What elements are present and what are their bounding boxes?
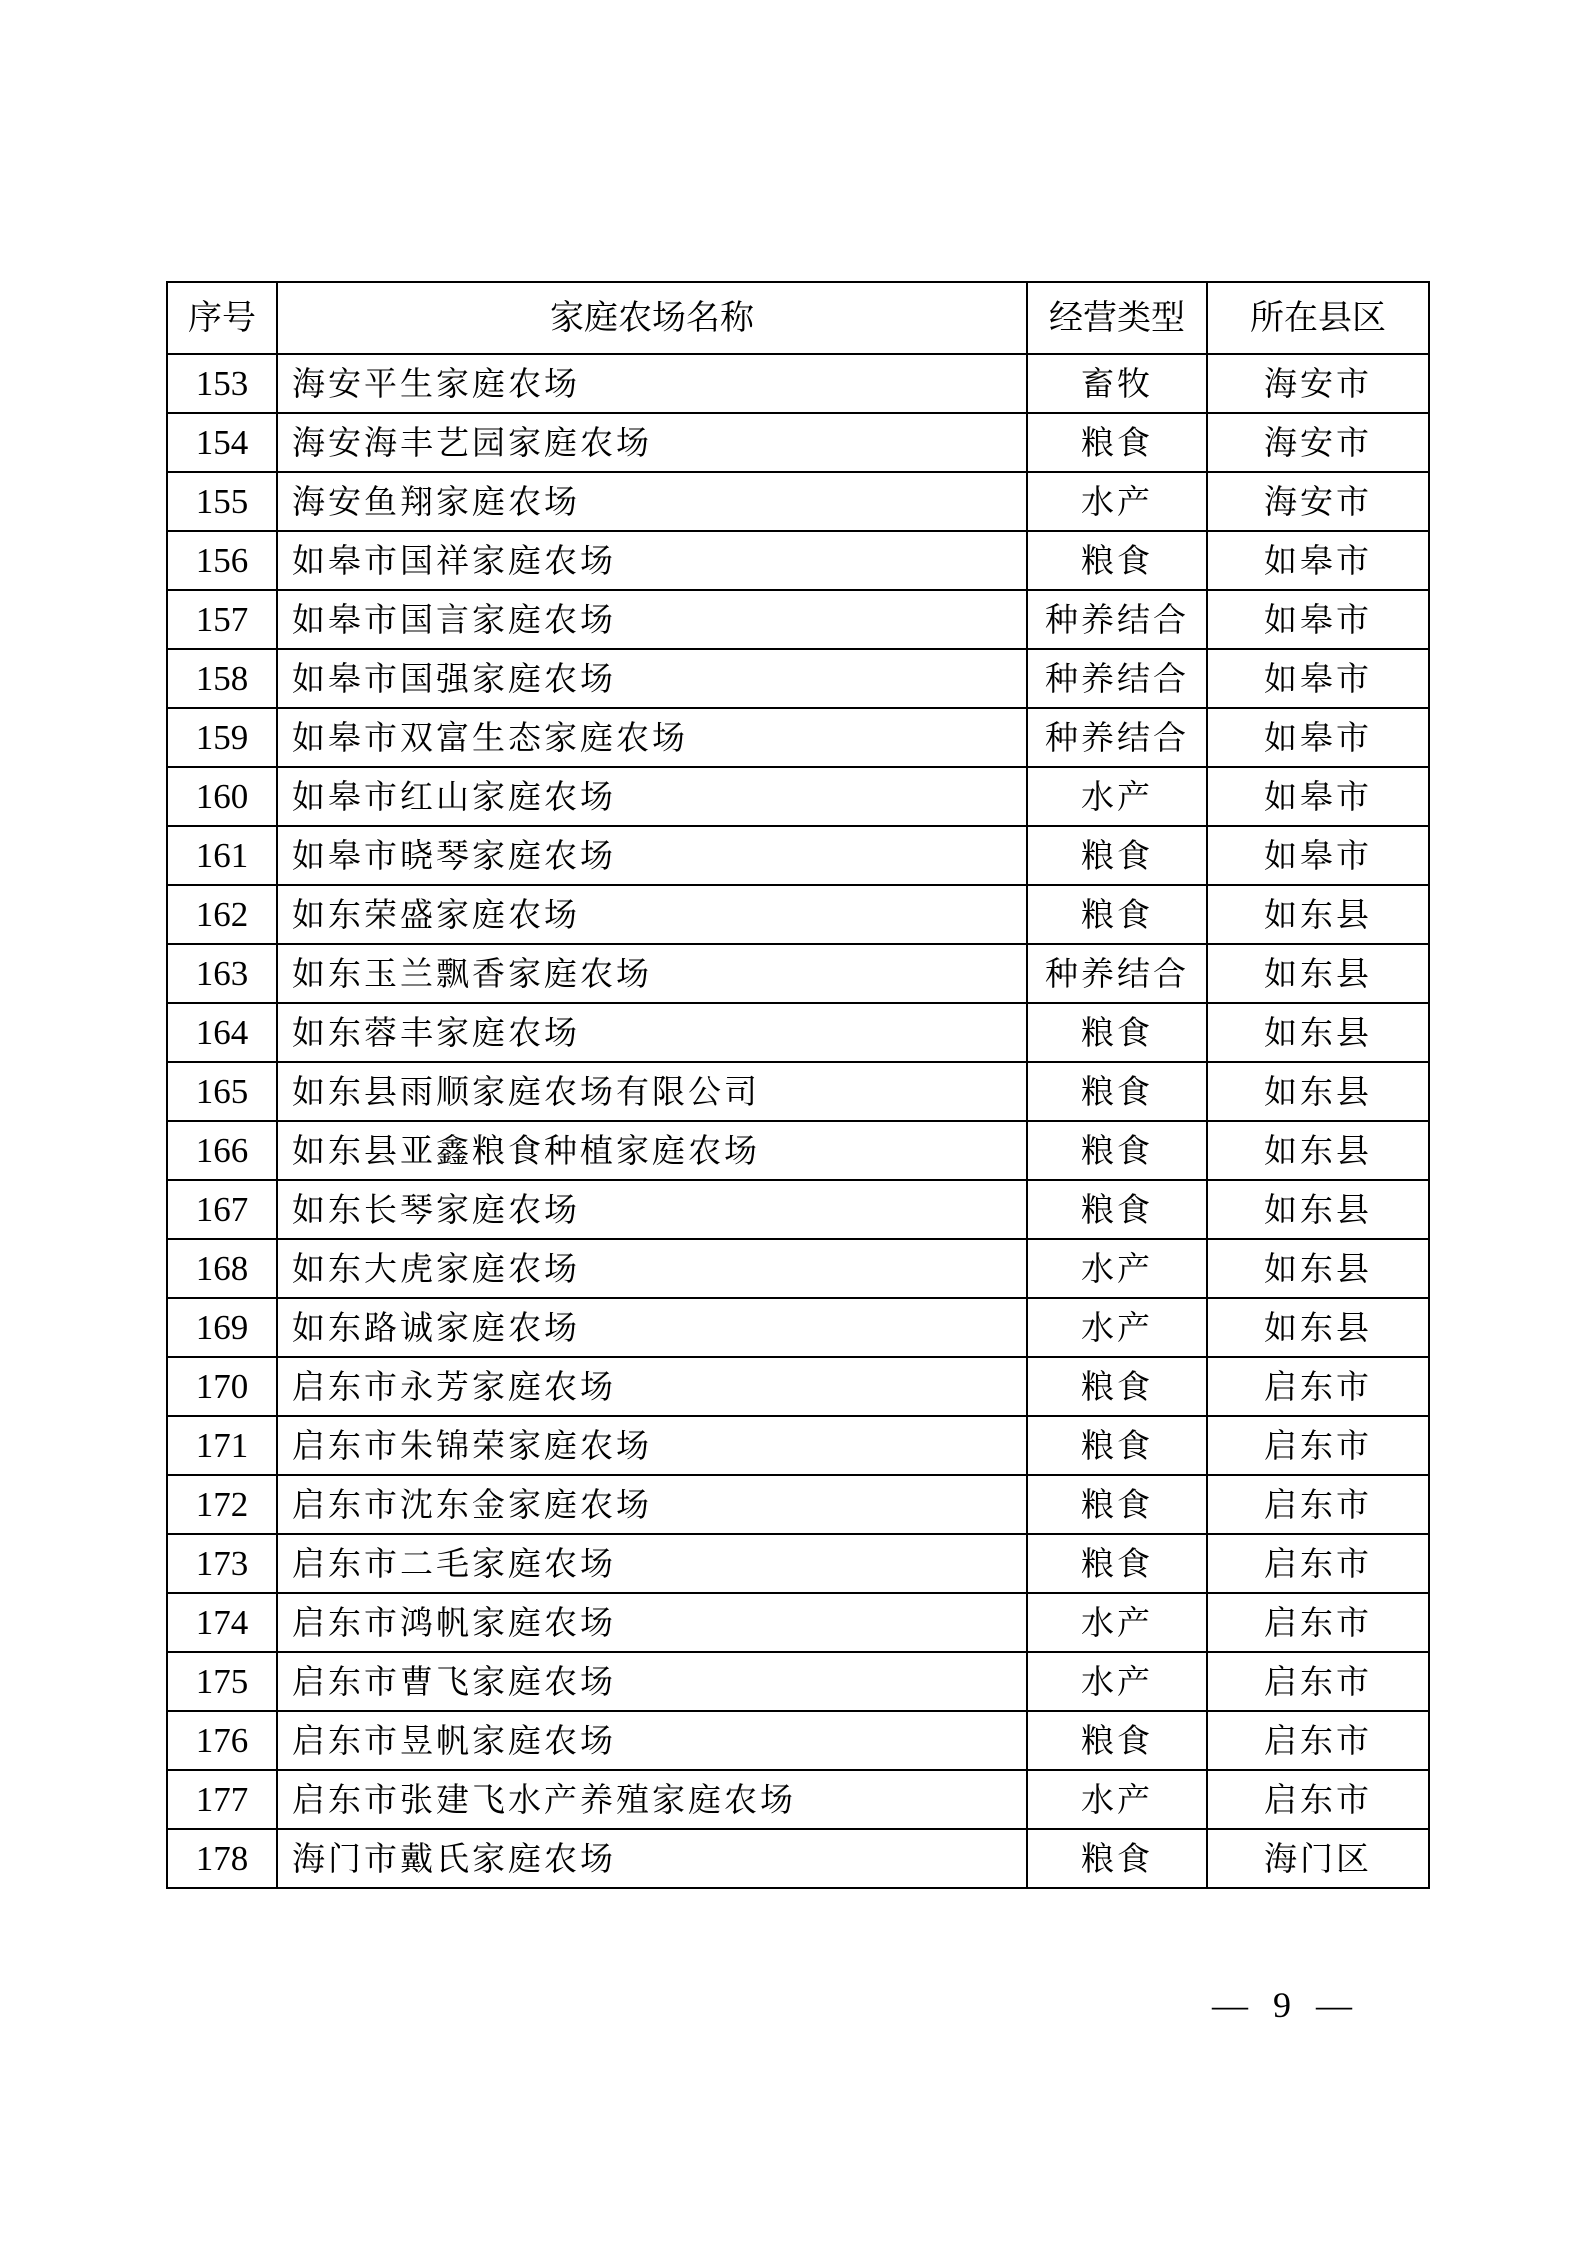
cell-index: 167 xyxy=(167,1180,277,1239)
cell-index: 166 xyxy=(167,1121,277,1180)
cell-index: 171 xyxy=(167,1416,277,1475)
cell-business-type: 粮食 xyxy=(1027,1003,1207,1062)
cell-business-type: 粮食 xyxy=(1027,1534,1207,1593)
table-row xyxy=(167,1829,1429,1888)
header-business-type: 经营类型 xyxy=(1027,282,1207,354)
cell-farm-name: 如皋市国言家庭农场 xyxy=(277,590,1027,649)
cell-county: 海安市 xyxy=(1207,472,1429,531)
cell-business-type: 粮食 xyxy=(1027,1711,1207,1770)
cell-index: 158 xyxy=(167,649,277,708)
cell-business-type: 粮食 xyxy=(1027,531,1207,590)
cell-farm-name: 如东蓉丰家庭农场 xyxy=(277,1003,1027,1062)
table-row xyxy=(167,708,1429,767)
page-number: — 9 — xyxy=(1212,1985,1360,2025)
cell-index: 177 xyxy=(167,1770,277,1829)
cell-farm-name: 如皋市晓琴家庭农场 xyxy=(277,826,1027,885)
cell-county: 启东市 xyxy=(1207,1475,1429,1534)
cell-index: 170 xyxy=(167,1357,277,1416)
cell-business-type: 种养结合 xyxy=(1027,944,1207,1003)
table-row xyxy=(167,1475,1429,1534)
cell-index: 156 xyxy=(167,531,277,590)
cell-index: 163 xyxy=(167,944,277,1003)
cell-business-type: 粮食 xyxy=(1027,1416,1207,1475)
cell-county: 如皋市 xyxy=(1207,531,1429,590)
cell-business-type: 粮食 xyxy=(1027,1180,1207,1239)
table-row xyxy=(167,1770,1429,1829)
table-row xyxy=(167,826,1429,885)
cell-business-type: 粮食 xyxy=(1027,885,1207,944)
cell-index: 164 xyxy=(167,1003,277,1062)
cell-county: 如东县 xyxy=(1207,1121,1429,1180)
cell-index: 178 xyxy=(167,1829,277,1888)
cell-business-type: 粮食 xyxy=(1027,1829,1207,1888)
cell-farm-name: 如东县雨顺家庭农场有限公司 xyxy=(277,1062,1027,1121)
cell-business-type: 粮食 xyxy=(1027,413,1207,472)
cell-county: 如皋市 xyxy=(1207,649,1429,708)
table-row xyxy=(167,944,1429,1003)
table-row xyxy=(167,1711,1429,1770)
cell-business-type: 种养结合 xyxy=(1027,590,1207,649)
cell-county: 启东市 xyxy=(1207,1416,1429,1475)
cell-business-type: 粮食 xyxy=(1027,826,1207,885)
table-row xyxy=(167,1121,1429,1180)
cell-farm-name: 海安鱼翔家庭农场 xyxy=(277,472,1027,531)
cell-county: 海安市 xyxy=(1207,354,1429,413)
cell-business-type: 水产 xyxy=(1027,472,1207,531)
cell-business-type: 粮食 xyxy=(1027,1475,1207,1534)
cell-farm-name: 启东市张建飞水产养殖家庭农场 xyxy=(277,1770,1027,1829)
cell-index: 153 xyxy=(167,354,277,413)
header-row xyxy=(167,282,1429,354)
cell-index: 168 xyxy=(167,1239,277,1298)
table-row xyxy=(167,885,1429,944)
table-row xyxy=(167,413,1429,472)
cell-business-type: 水产 xyxy=(1027,767,1207,826)
cell-farm-name: 启东市永芳家庭农场 xyxy=(277,1357,1027,1416)
cell-county: 启东市 xyxy=(1207,1534,1429,1593)
cell-business-type: 畜牧 xyxy=(1027,354,1207,413)
cell-index: 160 xyxy=(167,767,277,826)
cell-index: 159 xyxy=(167,708,277,767)
cell-index: 165 xyxy=(167,1062,277,1121)
cell-index: 155 xyxy=(167,472,277,531)
table-row xyxy=(167,1416,1429,1475)
cell-index: 162 xyxy=(167,885,277,944)
cell-county: 启东市 xyxy=(1207,1593,1429,1652)
cell-farm-name: 启东市曹飞家庭农场 xyxy=(277,1652,1027,1711)
cell-business-type: 水产 xyxy=(1027,1770,1207,1829)
table-row xyxy=(167,531,1429,590)
cell-business-type: 水产 xyxy=(1027,1239,1207,1298)
cell-business-type: 水产 xyxy=(1027,1652,1207,1711)
cell-farm-name: 如皋市国祥家庭农场 xyxy=(277,531,1027,590)
cell-county: 海门区 xyxy=(1207,1829,1429,1888)
cell-index: 154 xyxy=(167,413,277,472)
cell-farm-name: 启东市鸿帆家庭农场 xyxy=(277,1593,1027,1652)
header-county: 所在县区 xyxy=(1207,282,1429,354)
cell-index: 161 xyxy=(167,826,277,885)
cell-farm-name: 启东市朱锦荣家庭农场 xyxy=(277,1416,1027,1475)
table-row xyxy=(167,1652,1429,1711)
cell-county: 如东县 xyxy=(1207,1239,1429,1298)
table-row xyxy=(167,1298,1429,1357)
cell-index: 174 xyxy=(167,1593,277,1652)
cell-business-type: 水产 xyxy=(1027,1593,1207,1652)
cell-farm-name: 海安平生家庭农场 xyxy=(277,354,1027,413)
cell-farm-name: 如皋市红山家庭农场 xyxy=(277,767,1027,826)
table-row xyxy=(167,354,1429,413)
table-row xyxy=(167,1239,1429,1298)
family-farm-table xyxy=(166,281,1430,1889)
table-row xyxy=(167,590,1429,649)
table-row xyxy=(167,1357,1429,1416)
cell-county: 启东市 xyxy=(1207,1652,1429,1711)
cell-farm-name: 如东路诚家庭农场 xyxy=(277,1298,1027,1357)
cell-county: 海安市 xyxy=(1207,413,1429,472)
cell-farm-name: 启东市昱帆家庭农场 xyxy=(277,1711,1027,1770)
cell-county: 如东县 xyxy=(1207,1003,1429,1062)
cell-index: 172 xyxy=(167,1475,277,1534)
cell-farm-name: 海门市戴氏家庭农场 xyxy=(277,1829,1027,1888)
cell-business-type: 粮食 xyxy=(1027,1357,1207,1416)
cell-county: 如东县 xyxy=(1207,1298,1429,1357)
cell-county: 如东县 xyxy=(1207,1062,1429,1121)
cell-farm-name: 如东玉兰飘香家庭农场 xyxy=(277,944,1027,1003)
cell-farm-name: 如东荣盛家庭农场 xyxy=(277,885,1027,944)
cell-county: 启东市 xyxy=(1207,1770,1429,1829)
cell-business-type: 水产 xyxy=(1027,1298,1207,1357)
table-header xyxy=(167,282,1429,354)
cell-business-type: 种养结合 xyxy=(1027,649,1207,708)
cell-county: 启东市 xyxy=(1207,1711,1429,1770)
table-row xyxy=(167,472,1429,531)
cell-county: 如东县 xyxy=(1207,944,1429,1003)
table-row xyxy=(167,649,1429,708)
header-index: 序号 xyxy=(167,282,277,354)
table-body xyxy=(167,354,1429,1888)
cell-index: 157 xyxy=(167,590,277,649)
table-row xyxy=(167,1003,1429,1062)
cell-county: 如皋市 xyxy=(1207,708,1429,767)
cell-county: 如皋市 xyxy=(1207,826,1429,885)
header-farm-name: 家庭农场名称 xyxy=(277,282,1027,354)
cell-county: 启东市 xyxy=(1207,1357,1429,1416)
cell-index: 176 xyxy=(167,1711,277,1770)
cell-farm-name: 启东市二毛家庭农场 xyxy=(277,1534,1027,1593)
cell-index: 173 xyxy=(167,1534,277,1593)
table-row xyxy=(167,1534,1429,1593)
table-row xyxy=(167,767,1429,826)
cell-county: 如东县 xyxy=(1207,885,1429,944)
cell-county: 如皋市 xyxy=(1207,590,1429,649)
cell-business-type: 粮食 xyxy=(1027,1121,1207,1180)
cell-county: 如皋市 xyxy=(1207,767,1429,826)
cell-farm-name: 如东县亚鑫粮食种植家庭农场 xyxy=(277,1121,1027,1180)
table-row xyxy=(167,1593,1429,1652)
cell-farm-name: 如东长琴家庭农场 xyxy=(277,1180,1027,1239)
cell-farm-name: 如东大虎家庭农场 xyxy=(277,1239,1027,1298)
cell-farm-name: 如皋市国强家庭农场 xyxy=(277,649,1027,708)
cell-business-type: 粮食 xyxy=(1027,1062,1207,1121)
cell-index: 175 xyxy=(167,1652,277,1711)
cell-index: 169 xyxy=(167,1298,277,1357)
cell-county: 如东县 xyxy=(1207,1180,1429,1239)
cell-business-type: 种养结合 xyxy=(1027,708,1207,767)
cell-farm-name: 启东市沈东金家庭农场 xyxy=(277,1475,1027,1534)
cell-farm-name: 海安海丰艺园家庭农场 xyxy=(277,413,1027,472)
cell-farm-name: 如皋市双富生态家庭农场 xyxy=(277,708,1027,767)
table-row xyxy=(167,1180,1429,1239)
table-row xyxy=(167,1062,1429,1121)
